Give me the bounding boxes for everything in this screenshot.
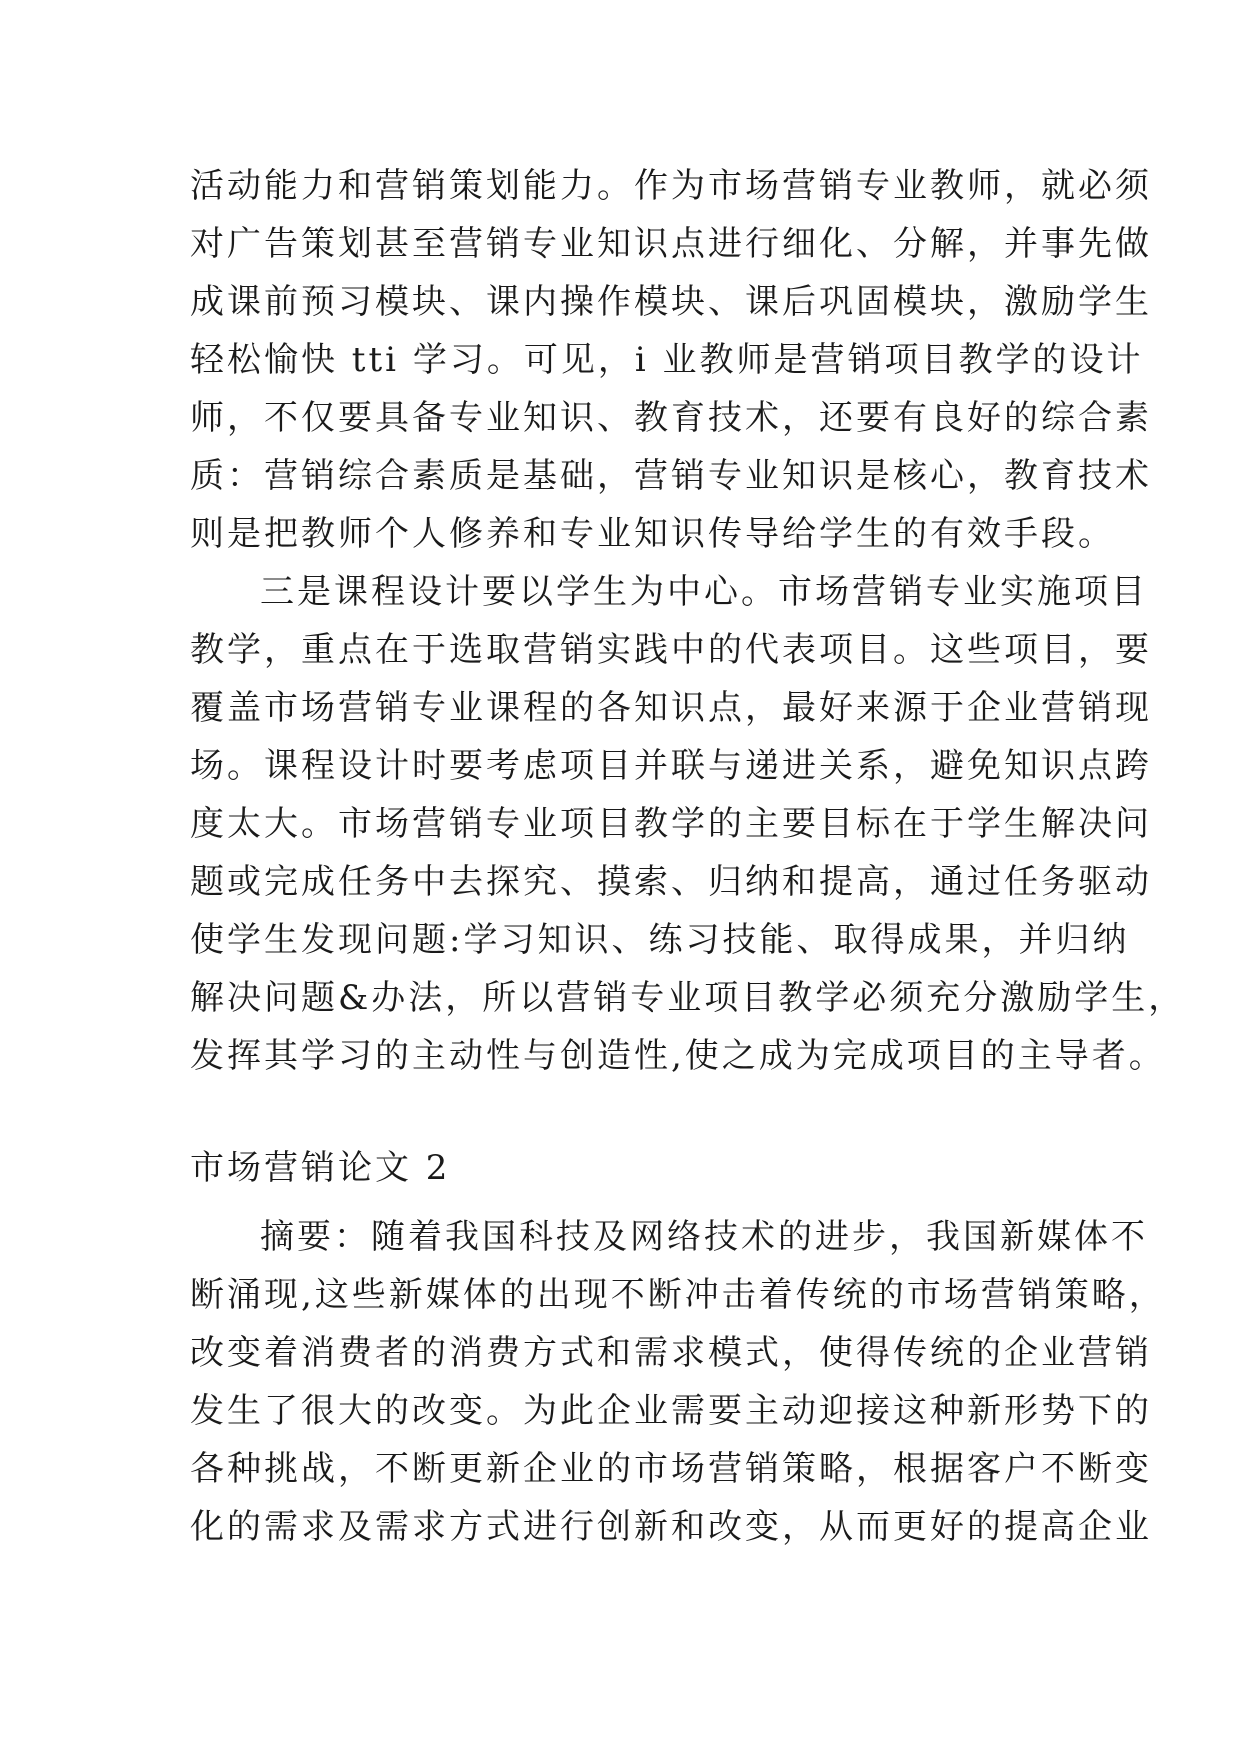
paragraph-continued <box>190 157 1152 563</box>
text-line: 轻松愉快 tti 学习。可见，i 业教师是营销项目教学的设计 <box>190 340 1144 380</box>
abstract-paragraph <box>190 1208 1166 1556</box>
text-line: 对广告策划甚至营销专业知识点进行细化、分解，并事先做 <box>190 224 1152 264</box>
text-line: 断涌现,这些新媒体的出现不断冲击着传统的市场营销策略， <box>190 1275 1166 1315</box>
text-line: 活动能力和营销策划能力。作为市场营销专业教师，就必须 <box>190 166 1152 206</box>
text-line: 教学，重点在于选取营销实践中的代表项目。这些项目，要 <box>190 630 1152 670</box>
text-line: 质：营销综合素质是基础，营销专业知识是核心，教育技术 <box>190 456 1152 496</box>
text-line: 成课前预习模块、课内操作模块、课后巩固模块，激励学生 <box>190 282 1152 322</box>
text-line: 覆盖市场营销专业课程的各知识点，最好来源于企业营销现 <box>190 688 1152 728</box>
body-text-upper <box>190 157 1186 1085</box>
text-line: 发挥其学习的主动性与创造性,使之成为完成项目的主导者。 <box>190 1036 1166 1076</box>
text-line: 场。课程设计时要考虑项目并联与递进关系，避免知识点跨 <box>190 746 1152 786</box>
text-line: 题或完成任务中去探究、摸索、归纳和提高，通过任务驱动 <box>190 862 1152 902</box>
section-heading: 市场营销论文 2 <box>190 1148 451 1188</box>
text-line: 化的需求及需求方式进行创新和改变，从而更好的提高企业 <box>190 1507 1152 1547</box>
text-line: 使学生发现问题:学习知识、练习技能、取得成果，并归纳 <box>190 920 1130 960</box>
text-line-indented: 摘要：随着我国科技及网络技术的进步，我国新媒体不 <box>260 1217 1148 1257</box>
paragraph-three <box>190 563 1186 1085</box>
text-line: 度太大。市场营销专业项目教学的主要目标在于学生解决问 <box>190 804 1152 844</box>
text-line: 各种挑战，不断更新企业的市场营销策略，根据客户不断变 <box>190 1449 1152 1489</box>
text-line: 师，不仅要具备专业知识、教育技术，还要有良好的综合素 <box>190 398 1152 438</box>
text-line: 改变着消费者的消费方式和需求模式，使得传统的企业营销 <box>190 1333 1152 1373</box>
text-line: 则是把教师个人修养和专业知识传导给学生的有效手段。 <box>190 514 1115 554</box>
text-line: 发生了很大的改变。为此企业需要主动迎接这种新形势下的 <box>190 1391 1152 1431</box>
text-line-indented: 三是课程设计要以学生为中心。市场营销专业实施项目 <box>260 572 1148 612</box>
text-line: 解决问题&办法，所以营销专业项目教学必须充分激励学生， <box>190 978 1186 1018</box>
